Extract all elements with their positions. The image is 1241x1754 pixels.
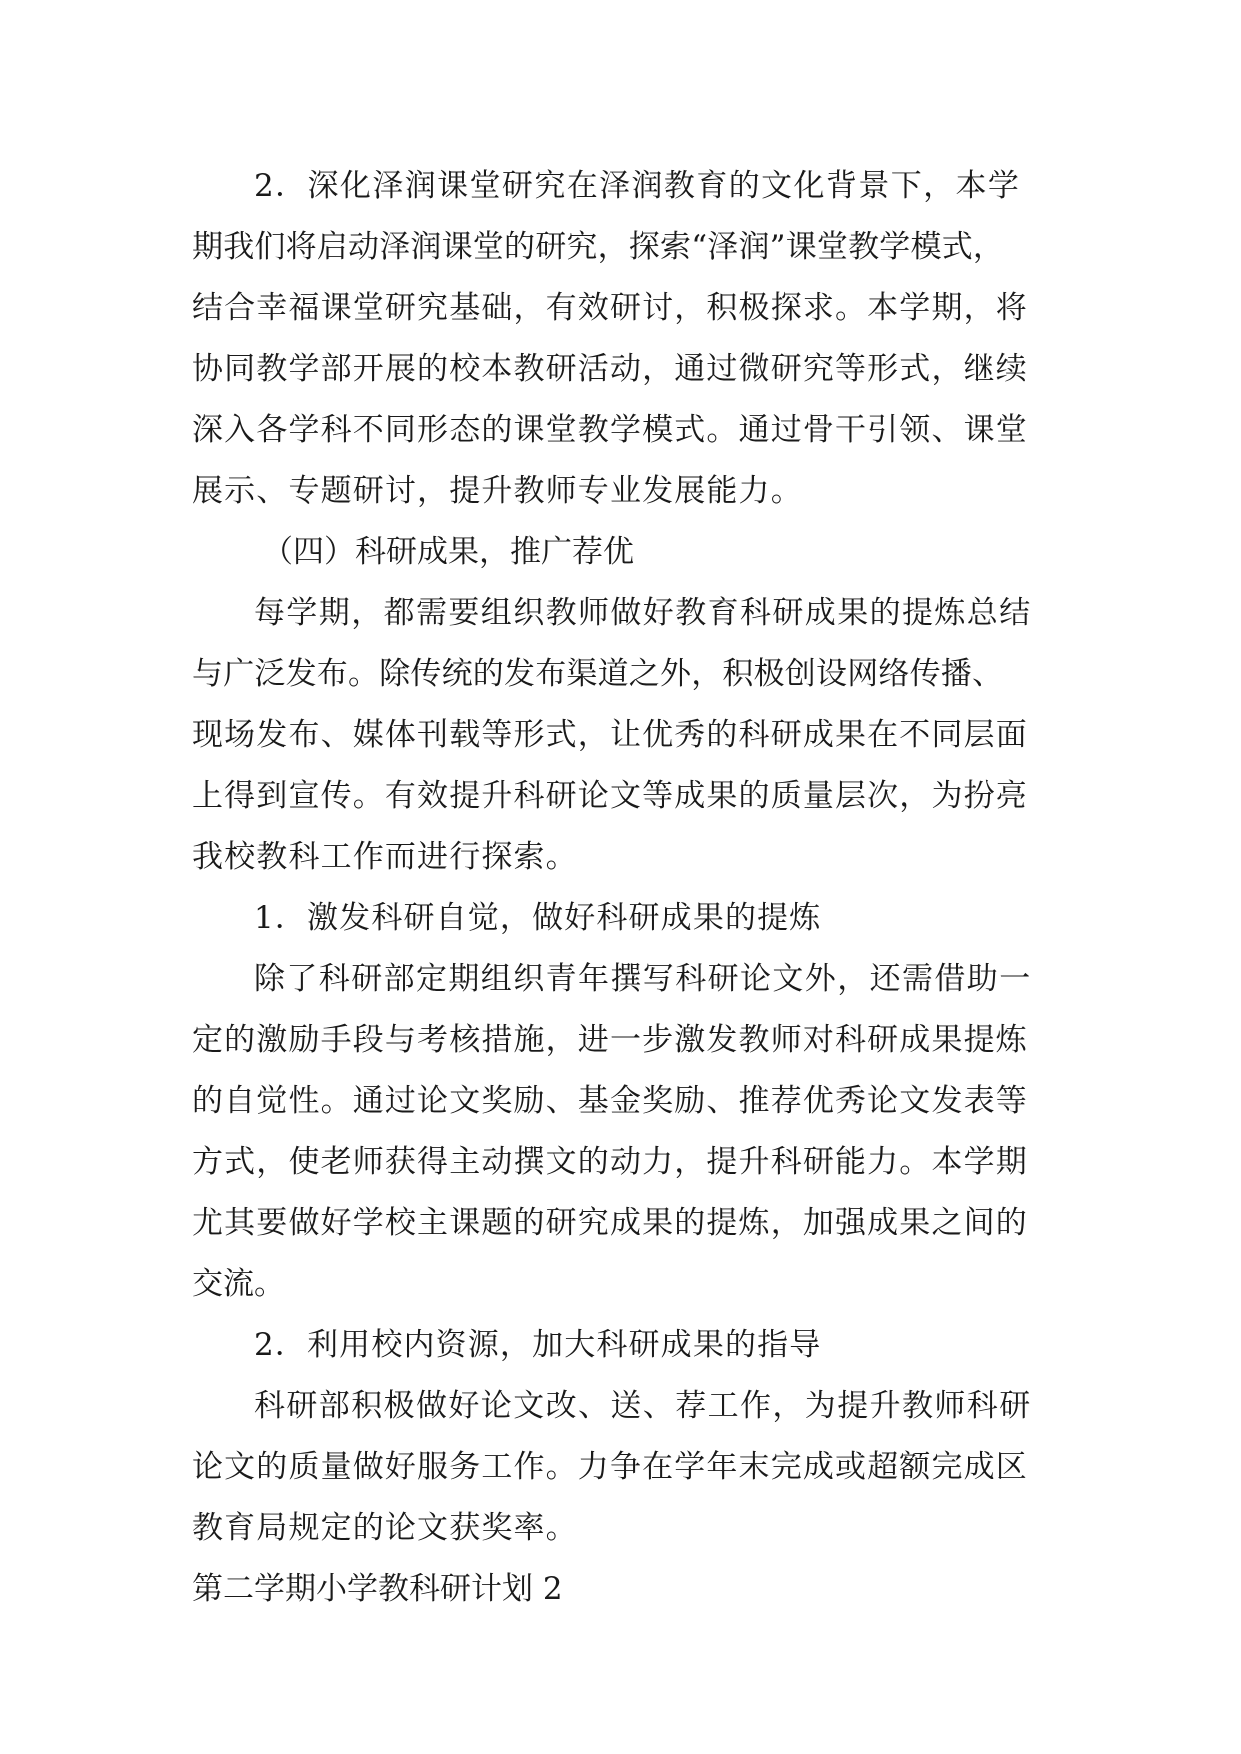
paragraph-line: 我校教科工作而进行探索。 <box>192 839 578 875</box>
paragraph-line: 论文的质量做好服务工作。力争在学年末完成或超额完成区 <box>192 1449 1028 1485</box>
paragraph-line: 结合幸福课堂研究基础，有效研讨，积极探求。本学期，将 <box>192 290 1028 326</box>
document-title-line: 第二学期小学教科研计划 2 <box>192 1571 563 1607</box>
paragraph-line: 期我们将启动泽润课堂的研究，探索“泽润”课堂教学模式， <box>192 229 1005 265</box>
paragraph-line: 方式，使老师获得主动撰文的动力，提升科研能力。本学期 <box>192 1144 1028 1180</box>
subsection-heading: 1．激发科研自觉，做好科研成果的提炼 <box>254 900 822 936</box>
paragraph-line: 教育局规定的论文获奖率。 <box>192 1510 578 1546</box>
paragraph-line: 2．深化泽润课堂研究在泽润教育的文化背景下，本学 <box>254 168 1021 204</box>
subsection-heading: 2．利用校内资源，加大科研成果的指导 <box>254 1327 822 1363</box>
paragraph-line: 协同教学部开展的校本教研活动，通过微研究等形式，继续 <box>192 351 1028 387</box>
paragraph-line: 深入各学科不同形态的课堂教学模式。通过骨干引领、课堂 <box>192 412 1028 448</box>
paragraph-line: 除了科研部定期组织青年撰写科研论文外，还需借助一 <box>254 961 1032 997</box>
paragraph-line: 的自觉性。通过论文奖励、基金奖励、推荐优秀论文发表等 <box>192 1083 1028 1119</box>
paragraph-line: 定的激励手段与考核措施，进一步激发教师对科研成果提炼 <box>192 1022 1028 1058</box>
section-heading: （四）科研成果，推广荐优 <box>262 534 634 570</box>
paragraph-line: 上得到宣传。有效提升科研论文等成果的质量层次，为扮亮 <box>192 778 1028 814</box>
paragraph-line: 交流。 <box>192 1266 285 1302</box>
paragraph-line: 现场发布、媒体刊载等形式，让优秀的科研成果在不同层面 <box>192 717 1028 753</box>
paragraph-line: 每学期，都需要组织教师做好教育科研成果的提炼总结 <box>254 595 1032 631</box>
paragraph-line: 科研部积极做好论文改、送、荐工作，为提升教师科研 <box>254 1388 1032 1424</box>
paragraph-line: 与广泛发布。除传统的发布渠道之外，积极创设网络传播、 <box>192 656 1004 692</box>
paragraph-line: 尤其要做好学校主课题的研究成果的提炼，加强成果之间的 <box>192 1205 1028 1241</box>
paragraph-line: 展示、专题研讨，提升教师专业发展能力。 <box>192 473 803 509</box>
